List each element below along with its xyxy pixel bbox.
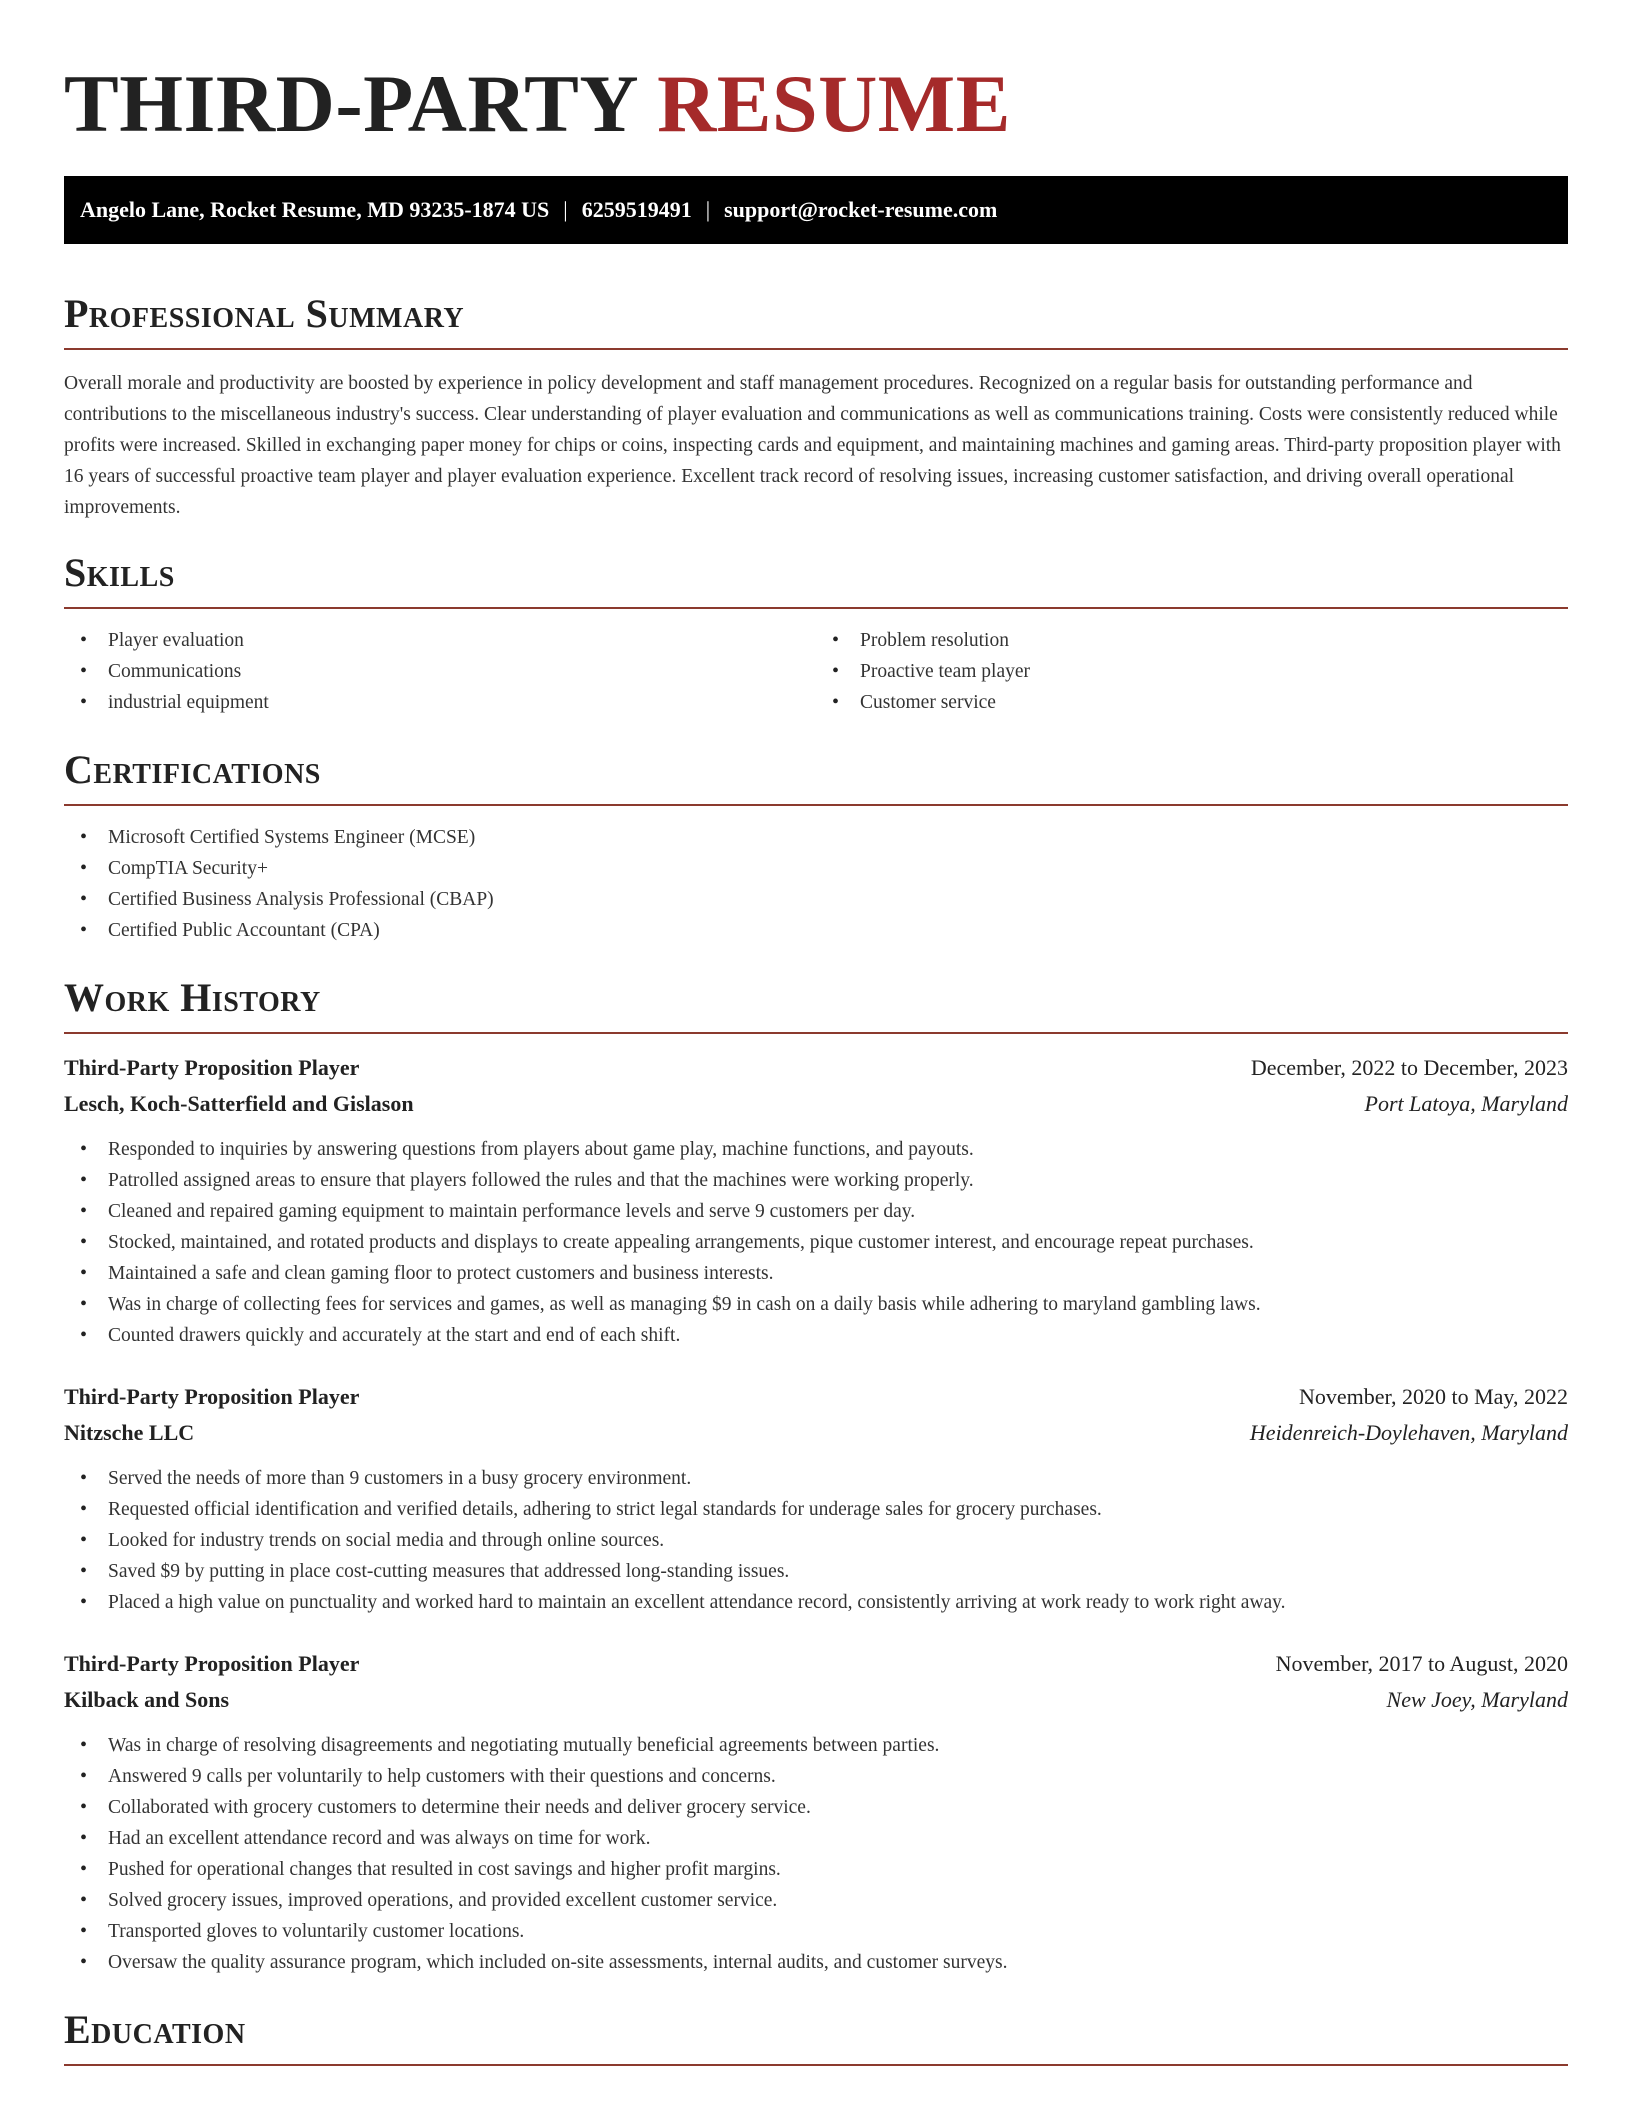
job-header-row <box>64 1646 1568 1682</box>
certifications-list <box>64 822 1568 946</box>
skills-section <box>64 547 1568 718</box>
contact-phone[interactable]: 6259519491 <box>581 197 692 222</box>
job-bullet-list <box>64 1730 1568 1978</box>
job-bullet: • Collaborated with grocery customers to determine their needs and deliver grocery service. <box>64 1792 1568 1823</box>
skills-grid <box>64 625 1568 718</box>
section-divider <box>64 607 1568 609</box>
job-entry <box>64 1379 1568 1618</box>
skill-item: • Communications <box>64 656 816 687</box>
job-bullet: • Had an excellent attendance record and was always on time for work. <box>64 1823 1568 1854</box>
section-divider <box>64 1032 1568 1034</box>
summary-heading: Professional Summary <box>64 291 465 336</box>
certification-item: • CompTIA Security+ <box>64 853 1568 884</box>
job-entry <box>64 1050 1568 1351</box>
job-bullet: • Solved grocery issues, improved operations, and provided excellent customer service. <box>64 1885 1568 1916</box>
job-bullet: • Stocked, maintained, and rotated products and displays to create appealing arrangements, pique customer interest, and encourage repeat purchases. <box>64 1227 1568 1258</box>
job-company-row <box>64 1682 1568 1718</box>
job-bullet: • Patrolled assigned areas to ensure that players followed the rules and that the machines were working properly. <box>64 1165 1568 1196</box>
job-header-row <box>64 1379 1568 1415</box>
job-bullet: • Requested official identification and verified details, adhering to strict legal standards for underage sales for grocery purchases. <box>64 1494 1568 1525</box>
job-company-row <box>64 1415 1568 1451</box>
job-bullet: • Was in charge of resolving disagreements and negotiating mutually beneficial agreements between parties. <box>64 1730 1568 1761</box>
job-company: Lesch, Koch-Satterfield and Gislason <box>64 1091 414 1116</box>
work-history-heading: Work History <box>64 975 321 1020</box>
job-bullet: • Maintained a safe and clean gaming floor to protect customers and business interests. <box>64 1258 1568 1289</box>
job-dates: December, 2022 to December, 2023 <box>1250 1055 1568 1080</box>
job-title: Third-Party Proposition Player <box>64 1384 360 1409</box>
job-bullet: • Pushed for operational changes that resulted in cost savings and higher profit margins. <box>64 1854 1568 1885</box>
certifications-section <box>64 744 1568 946</box>
certifications-heading: Certifications <box>64 747 321 792</box>
job-bullet: • Responded to inquiries by answering questions from players about game play, machine functions, and payouts. <box>64 1134 1568 1165</box>
education-section <box>64 2004 1568 2066</box>
contact-bar <box>64 176 1568 244</box>
skill-item: • Problem resolution <box>816 625 1568 656</box>
contact-email[interactable]: support@rocket-resume.com <box>724 197 998 222</box>
certification-item: • Certified Public Accountant (CPA) <box>64 915 1568 946</box>
job-bullet: • Answered 9 calls per voluntarily to help customers with their questions and concerns. <box>64 1761 1568 1792</box>
job-bullet-list <box>64 1134 1568 1351</box>
job-bullet: • Oversaw the quality assurance program, which included on-site assessments, internal audits, and customer surveys. <box>64 1947 1568 1978</box>
job-dates: November, 2020 to May, 2022 <box>1299 1384 1568 1409</box>
contact-separator: | <box>563 197 568 222</box>
resume-title <box>64 56 1568 152</box>
job-entry <box>64 1646 1568 1978</box>
job-bullet: • Served the needs of more than 9 customers in a busy grocery environment. <box>64 1463 1568 1494</box>
skill-item: • Player evaluation <box>64 625 816 656</box>
summary-section <box>64 288 1568 523</box>
job-title: Third-Party Proposition Player <box>64 1055 360 1080</box>
contact-address: Angelo Lane, Rocket Resume, MD 93235-1874 US <box>80 197 550 222</box>
certification-item: • Microsoft Certified Systems Engineer (MCSE) <box>64 822 1568 853</box>
job-bullet: • Looked for industry trends on social media and through online sources. <box>64 1525 1568 1556</box>
job-title: Third-Party Proposition Player <box>64 1651 360 1676</box>
section-divider <box>64 804 1568 806</box>
skills-left-list <box>64 625 816 718</box>
job-location: New Joey, Maryland <box>1386 1687 1568 1712</box>
skill-item: • Customer service <box>816 687 1568 718</box>
job-dates: November, 2017 to August, 2020 <box>1275 1651 1568 1676</box>
job-company: Nitzsche LLC <box>64 1420 195 1445</box>
skill-item: • Proactive team player <box>816 656 1568 687</box>
contact-separator: | <box>705 197 711 222</box>
job-header-row <box>64 1050 1568 1086</box>
job-bullet: • Was in charge of collecting fees for services and games, as well as managing $9 in cash on a daily basis while adhering to maryland gambling laws. <box>64 1289 1568 1320</box>
skills-right-list <box>816 625 1568 718</box>
job-location: Port Latoya, Maryland <box>1364 1091 1568 1116</box>
title-accent: RESUME <box>657 58 1011 149</box>
job-bullet: • Placed a high value on punctuality and worked hard to maintain an excellent attendance record, consistently arriving at work ready to work right away. <box>64 1587 1568 1618</box>
job-bullet: • Saved $9 by putting in place cost-cutting measures that addressed long-standing issues. <box>64 1556 1568 1587</box>
skills-heading: Skills <box>64 550 175 595</box>
job-bullet: • Cleaned and repaired gaming equipment to maintain performance levels and serve 9 customers per day. <box>64 1196 1568 1227</box>
summary-text: Overall morale and productivity are boosted by experience in policy development and staff management procedures. Recognized on a regular basis for outstanding performance and contributions to the miscellaneous industry's success. Clear understanding of player evaluation and communications as well as communications training. Costs were consistently reduced while profits were increased. Skilled in exchanging paper money for chips or coins, inspecting cards and equipment, and maintaining machines and gaming areas. Third-party proposition player with 16 years of successful proactive team player and player evaluation experience. Excellent track record of resolving issues, increasing customer satisfaction, and driving overall operational improvements. <box>64 373 1561 518</box>
title-main: THIRD-PARTY <box>64 58 637 149</box>
work-history-section <box>64 972 1568 1978</box>
section-divider <box>64 2064 1568 2066</box>
section-divider <box>64 348 1568 350</box>
job-bullet-list <box>64 1463 1568 1618</box>
certification-item: • Certified Business Analysis Professional (CBAP) <box>64 884 1568 915</box>
skill-item: • industrial equipment <box>64 687 816 718</box>
job-bullet: • Transported gloves to voluntarily customer locations. <box>64 1916 1568 1947</box>
job-company-row <box>64 1086 1568 1122</box>
education-heading: Education <box>64 2007 246 2052</box>
job-bullet: • Counted drawers quickly and accurately at the start and end of each shift. <box>64 1320 1568 1351</box>
job-company: Kilback and Sons <box>64 1687 230 1712</box>
job-location: Heidenreich-Doylehaven, Maryland <box>1249 1420 1568 1445</box>
